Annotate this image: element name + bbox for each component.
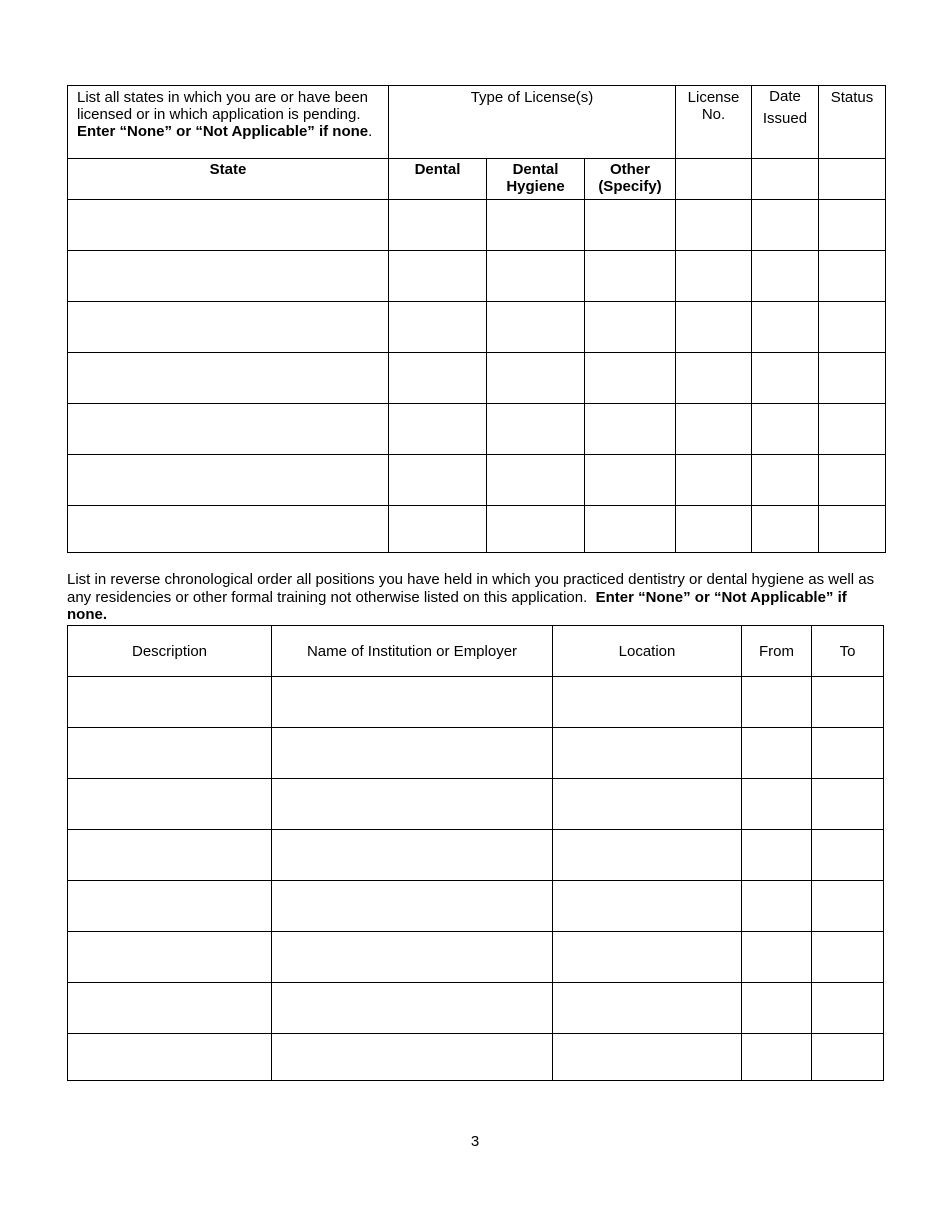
date-issued-cell[interactable] <box>752 353 819 404</box>
type-of-license-header <box>389 86 676 159</box>
to-cell[interactable] <box>812 983 884 1034</box>
dental-cell[interactable] <box>389 506 487 553</box>
state-cell[interactable] <box>68 251 389 302</box>
location-cell[interactable] <box>553 830 742 881</box>
description-cell[interactable] <box>68 779 272 830</box>
dental-hygiene-cell[interactable] <box>487 506 585 553</box>
state-cell[interactable] <box>68 506 389 553</box>
from-cell[interactable] <box>742 932 812 983</box>
position-row <box>68 1034 884 1081</box>
dental-cell[interactable] <box>389 455 487 506</box>
dental-cell[interactable] <box>389 353 487 404</box>
status-header <box>819 86 886 159</box>
other-specify-cell[interactable] <box>585 302 676 353</box>
dental-hygiene-label-1: Dental <box>512 161 559 178</box>
location-cell[interactable] <box>553 881 742 932</box>
description-cell[interactable] <box>68 830 272 881</box>
license-no-cell[interactable] <box>676 302 752 353</box>
location-cell[interactable] <box>553 728 742 779</box>
institution-cell[interactable] <box>272 983 553 1034</box>
status-cell[interactable] <box>819 353 886 404</box>
status-cell[interactable] <box>819 455 886 506</box>
to-cell[interactable] <box>812 830 884 881</box>
institution-cell[interactable] <box>272 830 553 881</box>
from-cell[interactable] <box>742 983 812 1034</box>
date-issued-cell[interactable] <box>752 302 819 353</box>
date-issued-label-1: Date <box>769 88 801 105</box>
to-header <box>812 626 884 677</box>
status-label: Status <box>830 89 874 106</box>
date-issued-cell[interactable] <box>752 200 819 251</box>
dental-hygiene-label-2: Hygiene <box>506 178 565 195</box>
license-no-label-2: No. <box>701 106 726 123</box>
description-header <box>68 626 272 677</box>
positions-instructions-text: List in reverse chronological order all positions you have held in which you practiced dentistry or dental hygiene as well as any residencies or other formal training not otherwise listed on this application. <box>67 571 875 606</box>
location-cell[interactable] <box>553 932 742 983</box>
from-cell[interactable] <box>742 881 812 932</box>
description-cell[interactable] <box>68 728 272 779</box>
other-label-2: (Specify) <box>598 178 662 195</box>
description-label: Description <box>131 642 208 660</box>
dental-hygiene-cell[interactable] <box>487 251 585 302</box>
from-label: From <box>759 642 794 660</box>
status-subheader <box>819 159 886 200</box>
from-cell[interactable] <box>742 779 812 830</box>
date-issued-label-2: Issued <box>762 110 808 127</box>
to-cell[interactable] <box>812 1034 884 1081</box>
institution-cell[interactable] <box>272 881 553 932</box>
location-cell[interactable] <box>553 1034 742 1081</box>
position-row <box>68 779 884 830</box>
description-cell[interactable] <box>68 881 272 932</box>
to-cell[interactable] <box>812 677 884 728</box>
license-no-cell[interactable] <box>676 200 752 251</box>
license-no-header <box>676 86 752 159</box>
license-no-cell[interactable] <box>676 506 752 553</box>
description-cell[interactable] <box>68 1034 272 1081</box>
to-label: To <box>839 642 856 660</box>
status-cell[interactable] <box>819 506 886 553</box>
other-specify-cell[interactable] <box>585 455 676 506</box>
dental-cell[interactable] <box>389 200 487 251</box>
license-row <box>68 200 886 251</box>
license-row <box>68 302 886 353</box>
location-cell[interactable] <box>553 983 742 1034</box>
license-row <box>68 404 886 455</box>
dental-hygiene-cell[interactable] <box>487 404 585 455</box>
status-cell[interactable] <box>819 251 886 302</box>
state-cell[interactable] <box>68 353 389 404</box>
other-specify-cell[interactable] <box>585 353 676 404</box>
other-specify-cell[interactable] <box>585 251 676 302</box>
position-row <box>68 677 884 728</box>
position-row <box>68 728 884 779</box>
date-issued-header <box>752 86 819 159</box>
license-instructions <box>68 86 389 159</box>
license-row <box>68 506 886 553</box>
state-header <box>68 159 389 200</box>
dental-label: Dental <box>414 161 461 178</box>
dental-hygiene-cell[interactable] <box>487 200 585 251</box>
from-cell[interactable] <box>742 677 812 728</box>
page-number: 3 <box>470 1133 480 1150</box>
other-specify-cell[interactable] <box>585 404 676 455</box>
date-issued-cell[interactable] <box>752 251 819 302</box>
location-label: Location <box>618 642 676 660</box>
license-no-cell[interactable] <box>676 353 752 404</box>
dental-hygiene-cell[interactable] <box>487 353 585 404</box>
date-issued-cell[interactable] <box>752 404 819 455</box>
positions-table <box>67 625 884 1081</box>
from-cell[interactable] <box>742 830 812 881</box>
description-cell[interactable] <box>68 932 272 983</box>
state-cell[interactable] <box>68 404 389 455</box>
license-instructions-period: . <box>368 123 373 140</box>
dental-cell[interactable] <box>389 302 487 353</box>
status-cell[interactable] <box>819 200 886 251</box>
description-cell[interactable] <box>68 983 272 1034</box>
other-specify-header <box>585 159 676 200</box>
to-cell[interactable] <box>812 932 884 983</box>
license-no-subheader <box>676 159 752 200</box>
license-no-cell[interactable] <box>676 251 752 302</box>
institution-label: Name of Institution or Employer <box>306 642 518 660</box>
to-cell[interactable] <box>812 728 884 779</box>
date-issued-cell[interactable] <box>752 455 819 506</box>
positions-instructions-emphasis: Enter “None” or “Not Applicable” if none. <box>67 588 847 623</box>
dental-cell[interactable] <box>389 251 487 302</box>
date-issued-cell[interactable] <box>752 506 819 553</box>
license-instructions-text: List all states in which you are or have been licensed or in which application is pending. <box>77 89 368 123</box>
dental-hygiene-cell[interactable] <box>487 455 585 506</box>
license-table <box>67 85 886 553</box>
location-cell[interactable] <box>553 779 742 830</box>
license-row <box>68 455 886 506</box>
from-cell[interactable] <box>742 728 812 779</box>
to-cell[interactable] <box>812 881 884 932</box>
date-issued-subheader <box>752 159 819 200</box>
institution-header <box>272 626 553 677</box>
institution-cell[interactable] <box>272 1034 553 1081</box>
dental-header <box>389 159 487 200</box>
positions-instructions <box>67 571 885 624</box>
license-row <box>68 353 886 404</box>
other-specify-cell[interactable] <box>585 506 676 553</box>
license-no-cell[interactable] <box>676 455 752 506</box>
description-cell[interactable] <box>68 677 272 728</box>
state-cell[interactable] <box>68 302 389 353</box>
state-cell[interactable] <box>68 200 389 251</box>
state-cell[interactable] <box>68 455 389 506</box>
dental-cell[interactable] <box>389 404 487 455</box>
status-cell[interactable] <box>819 302 886 353</box>
position-row <box>68 932 884 983</box>
institution-cell[interactable] <box>272 932 553 983</box>
license-no-cell[interactable] <box>676 404 752 455</box>
state-label: State <box>209 161 247 178</box>
dental-hygiene-cell[interactable] <box>487 302 585 353</box>
license-row <box>68 251 886 302</box>
location-header <box>553 626 742 677</box>
location-cell[interactable] <box>553 677 742 728</box>
status-cell[interactable] <box>819 404 886 455</box>
institution-cell[interactable] <box>272 779 553 830</box>
other-specify-cell[interactable] <box>585 200 676 251</box>
type-of-license-label: Type of License(s) <box>470 89 594 106</box>
institution-cell[interactable] <box>272 728 553 779</box>
position-row <box>68 830 884 881</box>
position-row <box>68 983 884 1034</box>
institution-cell[interactable] <box>272 677 553 728</box>
license-no-label-1: License <box>687 89 740 106</box>
dental-hygiene-header <box>487 159 585 200</box>
other-label-1: Other <box>609 161 650 178</box>
to-cell[interactable] <box>812 779 884 830</box>
from-header <box>742 626 812 677</box>
position-row <box>68 881 884 932</box>
license-instructions-emphasis: Enter “None” or “Not Applicable” if none <box>77 123 369 140</box>
from-cell[interactable] <box>742 1034 812 1081</box>
